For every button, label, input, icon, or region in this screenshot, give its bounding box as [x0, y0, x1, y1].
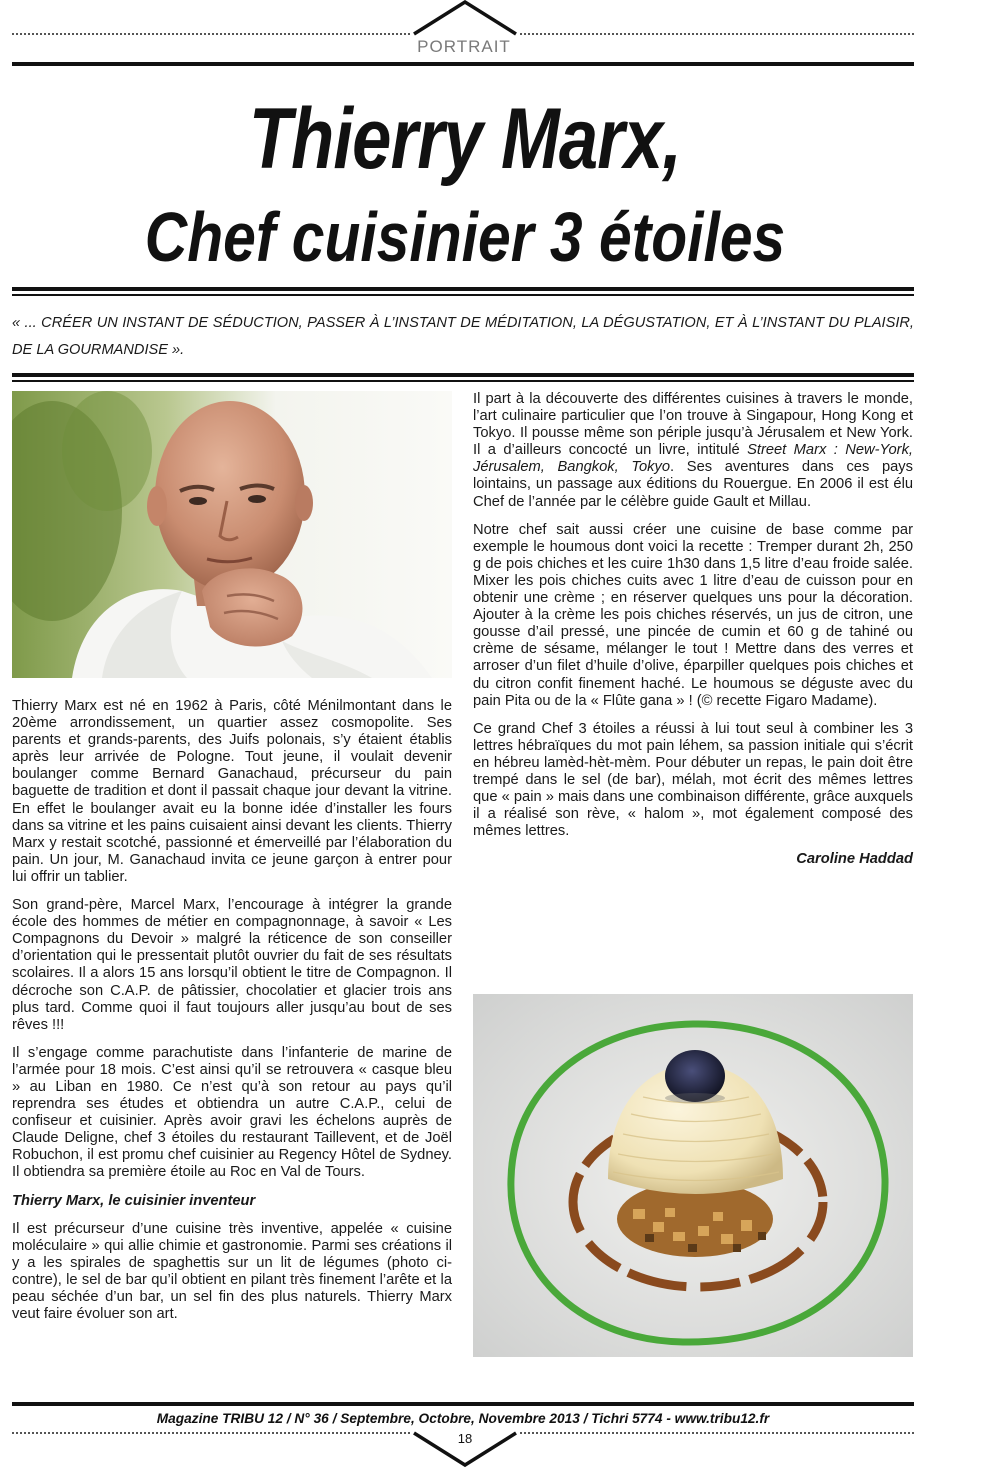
voyages-text-after: . Ses aventures dans ces pays lointains, un passage aux éditions du Rouergue. En 2006 il est élu Chef de l’année par le célèbre guide Gault et Millau. — [473, 459, 913, 510]
left-column — [12, 698, 452, 1334]
voyages-text-before: Il part à la découverte des différentes cuisines à travers le monde, l’art culinaire particulier que l’on trouve à Singapour, Hong Kong et Tokyo. Il pousse même son périple jusqu’à Jérusalem et New York. Il a d’ailleurs concocté un livre, intitulé — [473, 391, 913, 459]
pull-quote: « ... CRÉER UN INSTANT DE SÉDUCTION, PASSER À L’INSTANT DE MÉDITATION, LA DÉGUSTATION, ET À L’INSTANT DU PLAISIR, DE LA GOURMANDISE ». — [12, 315, 914, 358]
right-column — [473, 391, 913, 879]
quote-rule-thick — [12, 373, 914, 377]
chef-portrait-photo — [12, 391, 452, 678]
section-tag: PORTRAIT — [417, 37, 511, 56]
page-number: 18 — [457, 1431, 473, 1446]
author-signature: Caroline Haddad — [796, 851, 913, 868]
paragraph-career: Il s’engage comme parachutiste dans l’infanterie de marine de l’armée pour 18 mois. C’est ainsi qu’il se retrouvera « casque bleu » au Liban en 1980. Ce n’est qu’à son retour au pays qu’il reprendra ses études et obtiendra un autre C.A.P., celui de confiseur et cuisinier. Après avoir gravi les échelons auprès de Claude Deligne, chef 3 étoiles du restaurant Taillevent, et de Joël Robuchon, il est promu chef cuisinier au Regency Hôtel de Sydney. Il obtiendra sa première étoile au Roc en Val de Tours. — [12, 1044, 452, 1181]
paragraph-lehem: Ce grand Chef 3 étoiles a réussi à lui tout seul à combiner les 3 lettres hébraïques du mot pain léhem, sa passion initiale qui s’écrit en hébreu lamèd-hèt-mèm. Pour débuter un repas, le pain doit être trempé dans le sel (de bar), mélah, mot écrit des mêmes lettres que « pain » mais dans une combinaison différente, grâce auxquels il a réalisé son rève, « halom », mot également composé des mêmes lettres. — [473, 720, 913, 840]
paragraph-voyages — [473, 391, 913, 511]
paragraph-houmous-recipe: Notre chef sait aussi créer une cuisine de base comme par exemple le houmous dont voici la recette : Tremper durant 2h, 250 g de pois chiches et les cuire 1h30 dans 1,5 litre d’eau froide salée. Mixer les pois chiches cuits avec 1 litre d’eau de cuisson pour en obtenir une crème ; en réserver quelques uns pour la décoration. Ajouter à la crème les pois chiches réservés, un jus de citron, une gousse d’ail pressé, une pincée de cumin et 60 g de tahiné ou crème de sésame, mélanger le tout ! Mettre dans des verres et arroser d’un filet d’huile d’olive, éparpiller quelques pois chiches et du citron confit finement haché. Le houmous se déguste avec du pain Pita ou de la « Flûte gana » ! (© recette Figaro Madame). — [473, 521, 913, 709]
title-rule-thick — [12, 287, 914, 291]
headline-subtitle: Chef cuisinier 3 étoiles — [144, 198, 786, 276]
quote-rule-thin — [12, 380, 914, 382]
footer-rule — [12, 1402, 914, 1406]
book-title: Street Marx : New-York, Jérusalem, Bangkok, Tokyo — [473, 442, 913, 476]
paragraph-moleculaire: Il est précurseur d’une cuisine très inventive, appelée « cuisine moléculaire » qui allie chimie et gastronomie. Parmi ses créations il y a les spirales de spaghettis sur un lit de légumes (photo ci-contre), le sel de bar qu’il obtient en pilant très finement l’arête et la peau séchée d’un bar, un sel fin des plus naturels. Thierry Marx veut faire évoluer son art. — [12, 1220, 452, 1323]
paragraph-compagnons: Son grand-père, Marcel Marx, l’encourage à intégrer la grande école des hommes de métier en compagnonnage, à savoir « Les Compagnons du Devoir » malgré la réticence de son conseiller d’orientation qui le pressentait plutôt ouvrier du fait de ses résultats scolaires. Il a alors 15 ans lorsqu’il obtient le titre de Compagnon. Il décroche son C.A.P. de pâtissier, chocolatier et glacier trois ans plus tard. Comme quoi il faut toujours aller jusqu’au bout de ses rêves !!! — [12, 897, 452, 1033]
top-chevron-ornament — [410, 0, 520, 36]
headline-name: Thierry Marx, — [248, 91, 682, 187]
paragraph-birth: Thierry Marx est né en 1962 à Paris, côté Ménilmontant dans le 20ème arrondissement, un quartier assez cosmopolite. Ses parents et grands-parents, des Juifs polonais, s’y étaient établis après leur arrivée de Pologne. Tout jeune, il voulait devenir boulanger comme Bernard Ganachaud, précurseur du pain baguette de tradition et dont il passait chaque jour devant la vitrine. En effet le boulanger avait eu la bonne idée d’installer les fours dans sa vitrine et les pains cuisaient ainsi devant les clients. Thierry Marx y restait scotché, passionné et émerveillé par l’élaboration du pain. Un jour, M. Ganachaud invita ce jeune garçon à entrer pour lui offrir un tablier. — [12, 698, 452, 885]
dish-photo — [473, 994, 913, 1357]
title-rule-thin — [12, 294, 914, 296]
subheading-inventeur: Thierry Marx, le cuisinier inventeur — [12, 1192, 256, 1209]
magazine-credit: Magazine TRIBU 12 / N° 36 / Septembre, Octobre, Novembre 2013 / Tichri 5774 - www.tribu12.fr — [156, 1411, 770, 1426]
header-rule — [12, 62, 914, 66]
